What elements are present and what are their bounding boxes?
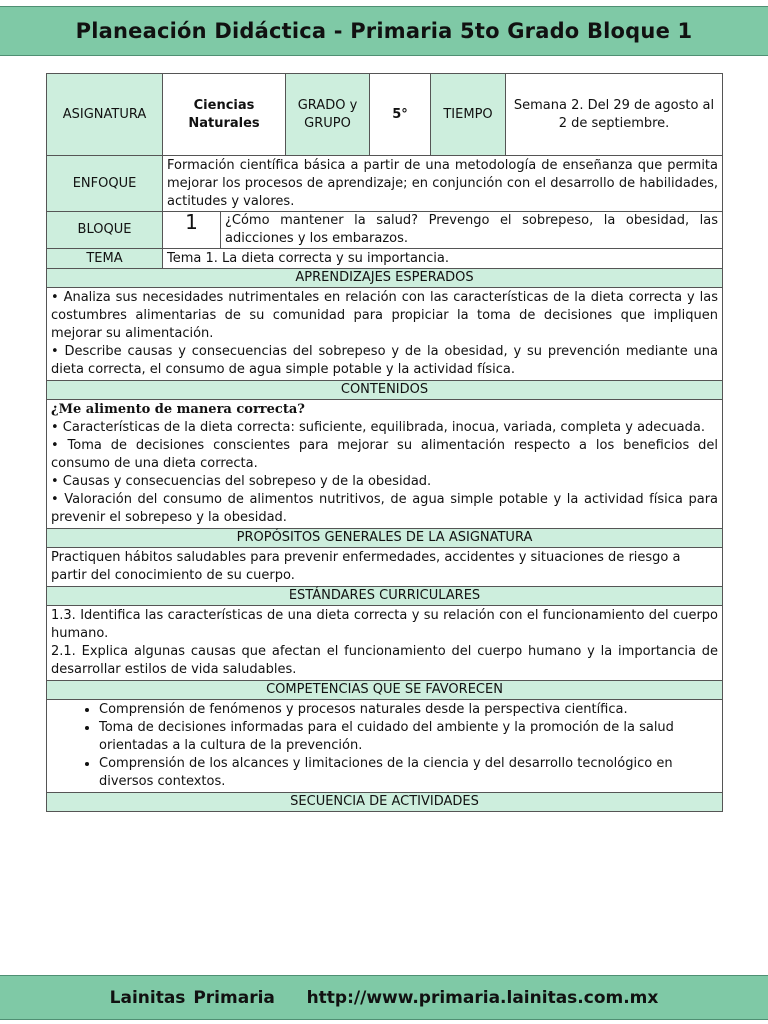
contenido-item: • Valoración del consumo de alimentos nutritivos, de agua simple potable y la actividad física para prevenir el sobrepeso y la obesidad. [51, 492, 718, 525]
competencia-item: • Toma de decisiones informadas para el cuidado del ambiente y la promoción de la salud orientadas a la cultura de la prevención. [99, 719, 718, 755]
competencias-list [51, 701, 718, 791]
aprendizajes-title: APRENDIZAJES ESPERADOS [47, 269, 723, 288]
competencia-item: • Comprensión de fenómenos y procesos naturales desde la perspectiva científica. [99, 701, 718, 719]
tiempo-value: Semana 2. Del 29 de agosto al 2 de septiembre. [506, 74, 723, 156]
competencia-item: • Comprensión de los alcances y limitaciones de la ciencia y del desarrollo tecnológico en diversos contextos. [99, 755, 718, 791]
bloque-row [47, 212, 723, 249]
contenido-item: • Características de la dieta correcta: suficiente, equilibrada, inocua, variada, completa y adecuada. [51, 420, 705, 435]
aprendizaje-item: • Analiza sus necesidades nutrimentales en relación con las características de la dieta correcta y las costumbres alimentarias de su comunidad para propiciar la toma de decisiones que impliquen mejorar su alimentación. [51, 290, 718, 341]
info-row [47, 74, 723, 156]
tiempo-label: TIEMPO [431, 74, 506, 156]
asignatura-value: Ciencias Naturales [163, 74, 286, 156]
estandares-row [47, 606, 723, 681]
competencias-row [47, 700, 723, 793]
bloque-number: 1 [163, 212, 221, 248]
secuencia-header-row [47, 793, 723, 812]
estandar-item: 2.1. Explica algunas causas que afectan el funcionamiento del cuerpo humano y la importancia de desarrollar estilos de vida saludables. [51, 644, 718, 677]
footer-brand: Lainitas Primaria [109, 987, 275, 1008]
bloque-value: ¿Cómo mantener la salud? Prevengo el sobrepeso, la obesidad, las adicciones y los embarazos. [225, 213, 718, 246]
propositos-text: Practiquen hábitos saludables para prevenir enfermedades, accidentes y situaciones de riesgo a partir del conocimiento de su cuerpo. [47, 548, 723, 587]
competencias-header-row [47, 681, 723, 700]
propositos-row [47, 548, 723, 587]
grado-value: 5° [370, 74, 431, 156]
enfoque-value: Formación científica básica a partir de una metodología de enseñanza que permita mejorar los procesos de aprendizaje; en conjunción con el desarrollo de habilidades, actitudes y valores. [163, 156, 723, 212]
estandar-item: 1.3. Identifica las características de una dieta correcta y su relación con el funcionamiento del cuerpo humano. [51, 608, 718, 641]
footer-banner [0, 975, 768, 1020]
page-title: Planeación Didáctica - Primaria 5to Grado Bloque 1 [75, 19, 693, 43]
contenidos-title: CONTENIDOS [47, 381, 723, 400]
grado-label: GRADO y GRUPO [286, 74, 370, 156]
planning-table [46, 73, 723, 812]
contenidos-row [47, 400, 723, 529]
contenidos-heading: ¿Me alimento de manera correcta? [51, 402, 305, 417]
enfoque-label: ENFOQUE [47, 156, 163, 212]
contenidos-header-row [47, 381, 723, 400]
tema-label: TEMA [47, 249, 163, 269]
aprendizajes-header-row [47, 269, 723, 288]
header-banner [0, 6, 768, 56]
enfoque-row [47, 156, 723, 212]
tema-value: Tema 1. La dieta correcta y su importancia. [163, 249, 723, 269]
propositos-header-row [47, 529, 723, 548]
aprendizaje-item: • Describe causas y consecuencias del sobrepeso y de la obesidad, y su prevención mediante una dieta correcta, el consumo de agua simple potable y la actividad física. [51, 344, 718, 377]
estandares-header-row [47, 587, 723, 606]
competencias-title: COMPETENCIAS QUE SE FAVORECEN [47, 681, 723, 700]
secuencia-title: SECUENCIA DE ACTIVIDADES [47, 793, 723, 812]
propositos-title: PROPÓSITOS GENERALES DE LA ASIGNATURA [47, 529, 723, 548]
bloque-label: BLOQUE [47, 212, 163, 249]
footer-url-link[interactable]: http://www.primaria.lainitas.com.mx [306, 987, 659, 1008]
asignatura-label: ASIGNATURA [47, 74, 163, 156]
estandares-title: ESTÁNDARES CURRICULARES [47, 587, 723, 606]
contenido-item: • Toma de decisiones conscientes para mejorar su alimentación respecto a los beneficios del consumo de una dieta correcta. [51, 438, 718, 471]
tema-row [47, 249, 723, 269]
aprendizajes-row [47, 288, 723, 381]
contenido-item: • Causas y consecuencias del sobrepeso y de la obesidad. [51, 474, 432, 489]
